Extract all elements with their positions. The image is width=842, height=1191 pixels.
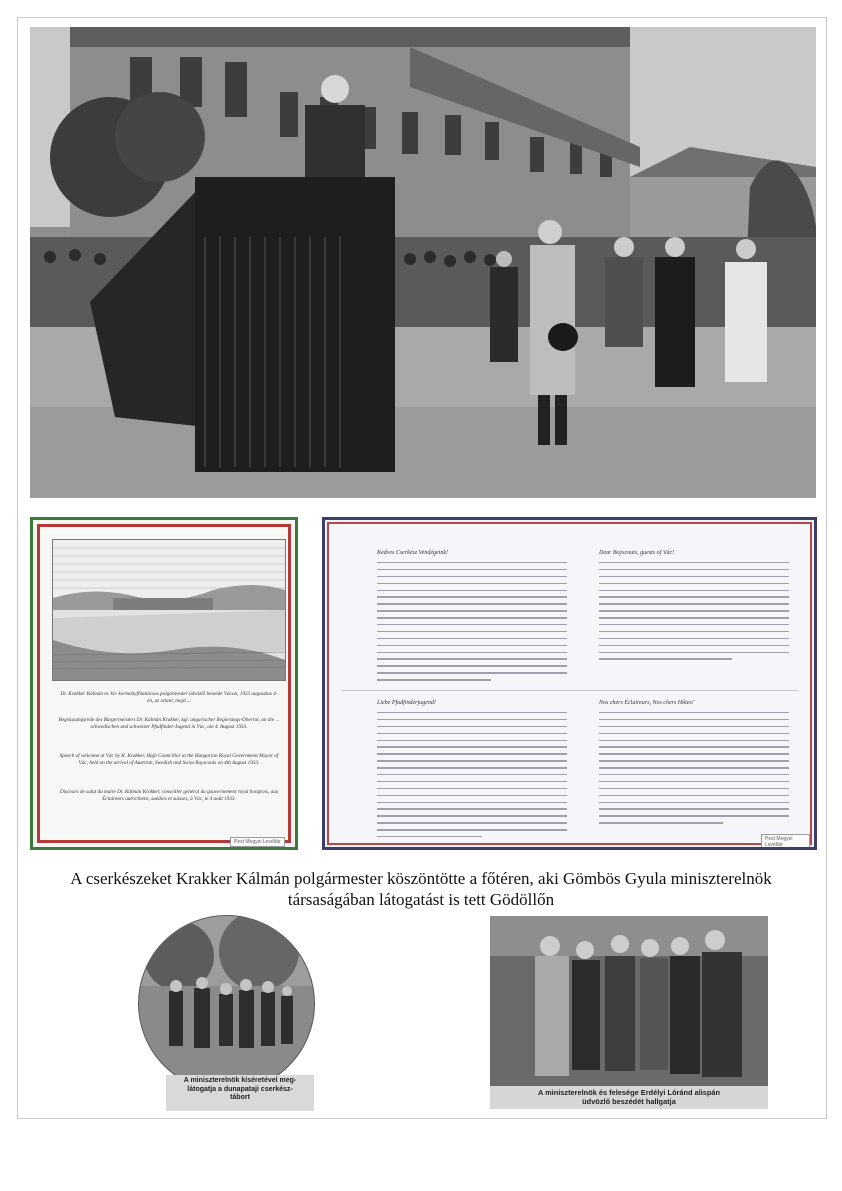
sheet-border bbox=[327, 522, 812, 848]
round-photo-pm-visit bbox=[138, 915, 315, 1092]
caption-line-2: társaságában látogatást is tett Gödöllőn bbox=[287, 890, 555, 909]
leaflet-text-hungarian: Dr. Krakker Kálmán m. kir. kormányfőtanácsos polgármester üdvözlő beszéde Vácon, 1933 augusztus 4-én, az ottani, majd ... bbox=[60, 691, 278, 704]
heading-english: Dear Boyscouts, guests of Vác! bbox=[599, 550, 675, 556]
round-photo-caption bbox=[166, 1075, 314, 1111]
leaflet-border bbox=[37, 524, 291, 843]
rect-caption-line-2: üdvözlő beszédét hallgatja bbox=[582, 1097, 676, 1106]
text-french bbox=[599, 712, 789, 829]
leaflet-text-german: Begrüssungsrede des Bürgermeisters Dr. Kálmán Krakker, kgl. ungarischer Regierungs-Oberrat, an die ... schwedischen und schweizer Pfadfinder-Jugend in Vác, am 4. August 1933. bbox=[58, 717, 280, 730]
newspaper-clipping-scout-camp bbox=[138, 915, 313, 1110]
archive-stamp-right: Pest Megyei Levéltár bbox=[761, 834, 810, 850]
text-german bbox=[377, 712, 567, 843]
welcome-speech-sheet bbox=[322, 517, 817, 850]
round-caption-line-2: látogatja a dunapataji cserkész- bbox=[187, 1085, 293, 1093]
heading-french: Nos chers Éclaireurs, Nos chers Hôtes! bbox=[599, 700, 694, 706]
newspaper-clipping-pm-and-wife bbox=[490, 916, 768, 1109]
text-english bbox=[599, 562, 789, 665]
page-caption bbox=[20, 868, 822, 910]
speech-leaflet-multilingual bbox=[30, 517, 298, 850]
caption-line-1: A cserkészeket Krakker Kálmán polgármester köszöntötte a főtéren, aki Gömbös Gyula miniszterelnök bbox=[70, 869, 772, 888]
rect-caption-line-1: A miniszterelnök és felesége Erdélyi Lóránd alispán bbox=[537, 1088, 721, 1097]
heading-german: Liebe Pfadfinderjugend! bbox=[377, 700, 436, 706]
main-photo-mayor-speech bbox=[30, 27, 816, 498]
archive-stamp: Pest Megyei Levéltár bbox=[230, 837, 285, 847]
rect-photo-caption bbox=[490, 1086, 768, 1109]
sheet-divider bbox=[341, 690, 798, 691]
leaflet-text-french: Discours de salut du maire Dr. Kálmán Krakker, conseiller général du gouvernement royal hongrois, aux Éclaireurs autrichiens, suédois et suisses, à Vác, le 4 août 1933. bbox=[59, 789, 279, 802]
text-hungarian bbox=[377, 562, 567, 686]
vac-panorama-engraving bbox=[52, 539, 286, 681]
leaflet-text-english: Speech of welcome at Vác by K. Krakker, High Councillor at the Hungarian Royal Government Mayor of Vác, held on the arrival of Austrian, Swedish and Swiss Boyscouts on 4th August 1933. bbox=[59, 753, 279, 766]
round-caption-line-1: A miniszterelnök kíséretével meg- bbox=[183, 1077, 297, 1084]
heading-hungarian: Kedves Cserkész Vendégeink! bbox=[377, 550, 448, 556]
round-caption-line-3: tábort bbox=[230, 1094, 250, 1101]
